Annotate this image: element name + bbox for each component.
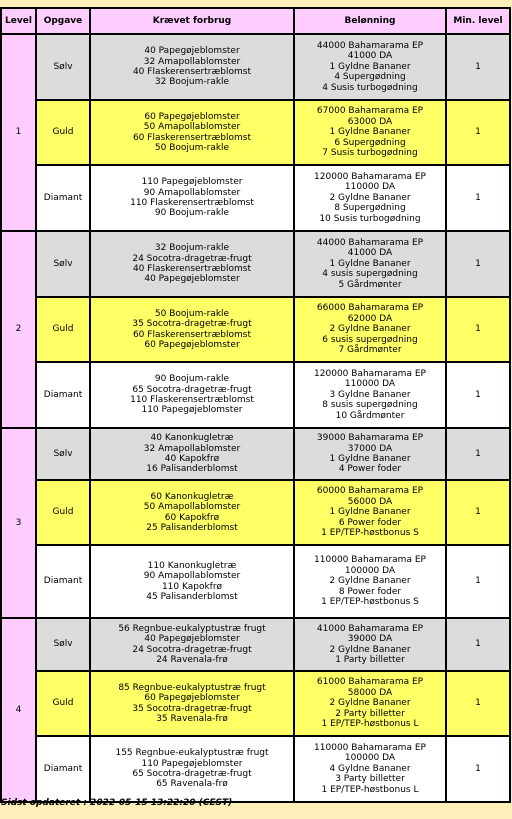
belonning-cell	[295, 232, 445, 296]
table-row	[2, 101, 509, 164]
reward-line: 110000 Bahamarama EP	[314, 555, 426, 566]
reward-line: 110000 DA	[344, 182, 396, 193]
reward-line: 6 susis supergødning	[322, 334, 418, 345]
requirement-line: 32 Amapollablomster	[143, 56, 241, 67]
min-level-cell: 1	[447, 166, 509, 230]
requirement-line: 24 Socotra-dragetræ-frugt	[132, 644, 252, 655]
table-row	[2, 166, 509, 230]
reward-line: 63000 DA	[347, 116, 393, 127]
kraevet-forbrug-cell	[91, 166, 293, 230]
opgave-cell: Guld	[37, 672, 89, 735]
reward-line: 8 Supergødning	[334, 203, 406, 214]
belonning-cell	[295, 298, 445, 361]
reward-line: 4 Susis turbogødning	[322, 82, 418, 93]
reward-line: 4 Power foder	[338, 464, 402, 475]
reward-line: 4 Gyldne Bananer	[329, 763, 411, 774]
level-cell: 4	[2, 619, 35, 801]
requirement-line: 85 Regnbue-eukalyptustræ frugt	[118, 682, 266, 693]
table-row	[2, 619, 509, 670]
requirement-line: 60 Papegøjeblomster	[144, 693, 240, 704]
table-row	[2, 363, 509, 427]
reward-line: 67000 Bahamarama EP	[316, 106, 424, 117]
opgave-cell: Guld	[37, 481, 89, 544]
opgave-cell: Guld	[37, 298, 89, 361]
reward-line: 3 Gyldne Bananer	[329, 389, 411, 400]
requirement-line: 90 Amapollablomster	[143, 187, 241, 198]
table-row	[2, 672, 509, 735]
requirement-line: 25 Palisanderblomst	[146, 522, 238, 533]
requirement-line: 90 Boojum-rakle	[154, 374, 230, 385]
belonning-cell	[295, 481, 445, 544]
reward-line: 41000 DA	[347, 248, 393, 259]
table-row	[2, 546, 509, 617]
requirement-line: 110 Flaskerensertræblomst	[130, 395, 254, 405]
table-row	[2, 737, 509, 801]
requirement-line: 45 Palisanderblomst	[146, 591, 238, 602]
requirement-line: 24 Socotra-dragetræ-frugt	[132, 253, 252, 264]
reward-line: 5 Gårdmønter	[338, 279, 402, 290]
reward-line: 2 Party billetter	[335, 708, 405, 719]
kraevet-forbrug-cell	[91, 619, 293, 670]
opgave-cell: Diamant	[37, 737, 89, 801]
header-level: Level	[2, 9, 35, 33]
kraevet-forbrug-cell	[91, 298, 293, 361]
requirement-line: 40 Papegøjeblomster	[144, 634, 240, 645]
reward-line: 2 Gyldne Bananer	[329, 698, 411, 709]
reward-line: 110000 DA	[344, 379, 396, 390]
table-body	[2, 35, 509, 801]
reward-line: 3 Party billetter	[335, 774, 405, 785]
requirement-line: 155 Regnbue-eukalyptustræ frugt	[115, 748, 269, 759]
requirement-line: 35 Socotra-dragetræ-frugt	[132, 319, 252, 330]
reward-line: 39000 Bahamarama EP	[316, 433, 424, 444]
reward-line: 7 Susis turbogødning	[322, 148, 418, 159]
reward-line: 39000 DA	[347, 634, 393, 645]
level-cell: 3	[2, 429, 35, 617]
kraevet-forbrug-cell	[91, 672, 293, 735]
reward-line: 1 EP/TEP-høstbonus L	[321, 784, 419, 795]
reward-line: 110000 Bahamarama EP	[314, 742, 426, 753]
reward-line: 1 Gyldne Bananer	[329, 507, 411, 518]
requirement-line: 60 Kanonkugletræ	[150, 491, 234, 502]
reward-line: 6 Power foder	[338, 517, 402, 528]
requirement-line: 50 Boojum-rakle	[154, 142, 230, 153]
requirement-line: 110 Kanonkugletræ	[147, 560, 237, 571]
kraevet-forbrug-cell	[91, 232, 293, 296]
requirement-line: 40 Kanonkugletræ	[150, 433, 234, 444]
table-row	[2, 481, 509, 544]
reward-line: 8 susis supergødning	[322, 400, 418, 411]
reward-line: 41000 DA	[347, 51, 393, 62]
requirement-line: 60 Flaskerensertræblomst	[132, 329, 252, 340]
min-level-cell: 1	[447, 232, 509, 296]
rewards-table	[0, 7, 511, 803]
belonning-cell	[295, 166, 445, 230]
opgave-cell: Guld	[37, 101, 89, 164]
requirement-line: 32 Boojum-rakle	[154, 77, 230, 88]
requirement-line: 90 Boojum-rakle	[154, 208, 230, 219]
reward-line: 58000 DA	[347, 687, 393, 698]
reward-line: 1 EP/TEP-høstbonus L	[321, 719, 419, 730]
requirement-line: 110 Papegøjeblomster	[141, 758, 243, 769]
level-cell: 1	[2, 35, 35, 230]
belonning-cell	[295, 672, 445, 735]
requirement-line: 65 Socotra-dragetræ-frugt	[132, 769, 252, 779]
reward-line: 2 Gyldne Bananer	[329, 192, 411, 203]
belonning-cell	[295, 363, 445, 427]
reward-line: 120000 Bahamarama EP	[314, 368, 426, 379]
requirement-line: 60 Kapokfrø	[164, 512, 220, 523]
table-row	[2, 298, 509, 361]
kraevet-forbrug-cell	[91, 429, 293, 479]
requirement-line: 40 Papegøjeblomster	[144, 274, 240, 285]
reward-line: 44000 Bahamarama EP	[316, 40, 424, 51]
requirement-line: 40 Flaskerensertræblomst	[132, 67, 252, 77]
requirement-line: 35 Ravenala-frø	[156, 713, 228, 724]
header-kraevet-forbrug: Krævet forbrug	[91, 9, 293, 33]
requirement-line: 60 Papegøjeblomster	[144, 111, 240, 122]
header-belonning: Belønning	[295, 9, 445, 33]
reward-line: 6 Supergødning	[334, 137, 406, 148]
requirement-line: 60 Flaskerensertræblomst	[132, 132, 252, 143]
reward-line: 8 Power foder	[338, 586, 402, 597]
reward-line: 120000 Bahamarama EP	[314, 171, 426, 182]
reward-line: 100000 DA	[344, 565, 396, 576]
reward-line: 41000 Bahamarama EP	[316, 623, 424, 634]
kraevet-forbrug-cell	[91, 363, 293, 427]
min-level-cell: 1	[447, 101, 509, 164]
reward-line: 10 Gårdmønter	[335, 410, 405, 421]
requirement-line: 16 Palisanderblomst	[146, 464, 238, 475]
table-row	[2, 232, 509, 296]
reward-line: 44000 Bahamarama EP	[316, 237, 424, 248]
reward-line: 1 Gyldne Bananer	[329, 258, 411, 269]
reward-line: 61000 Bahamarama EP	[316, 677, 424, 688]
reward-line: 1 Gyldne Bananer	[329, 127, 411, 138]
min-level-cell: 1	[447, 429, 509, 479]
reward-line: 4 susis supergødning	[322, 269, 418, 280]
requirement-line: 65 Ravenala-frø	[156, 779, 228, 790]
header-opgave: Opgave	[37, 9, 89, 33]
header-min-level: Min. level	[447, 9, 509, 33]
reward-line: 1 EP/TEP-høstbonus S	[321, 528, 419, 539]
reward-line: 7 Gårdmønter	[338, 345, 402, 356]
opgave-cell: Sølv	[37, 232, 89, 296]
kraevet-forbrug-cell	[91, 546, 293, 617]
min-level-cell: 1	[447, 546, 509, 617]
requirement-line: 65 Socotra-dragetræ-frugt	[132, 384, 252, 395]
reward-line: 100000 DA	[344, 753, 396, 764]
opgave-cell: Sølv	[37, 35, 89, 99]
opgave-cell: Sølv	[37, 619, 89, 670]
reward-line: 1 Gyldne Bananer	[329, 454, 411, 464]
table-row	[2, 429, 509, 479]
opgave-cell: Diamant	[37, 546, 89, 617]
belonning-cell	[295, 101, 445, 164]
reward-line: 2 Gyldne Bananer	[329, 324, 411, 335]
belonning-cell	[295, 619, 445, 670]
reward-line: 2 Gyldne Bananer	[329, 644, 411, 655]
min-level-cell: 1	[447, 298, 509, 361]
reward-line: 56000 DA	[347, 496, 393, 507]
requirement-line: 56 Regnbue-eukalyptustræ frugt	[118, 623, 266, 634]
belonning-cell	[295, 546, 445, 617]
min-level-cell: 1	[447, 35, 509, 99]
reward-line: 62000 DA	[347, 313, 393, 324]
reward-line: 2 Gyldne Bananer	[329, 576, 411, 587]
reward-line: 10 Susis turbogødning	[319, 213, 421, 224]
reward-line: 37000 DA	[347, 443, 393, 454]
requirement-line: 110 Papegøjeblomster	[141, 177, 243, 188]
level-cell: 2	[2, 232, 35, 427]
requirement-line: 40 Kapokfrø	[164, 454, 220, 464]
requirement-line: 50 Boojum-rakle	[154, 308, 230, 319]
belonning-cell	[295, 429, 445, 479]
reward-line: 60000 Bahamarama EP	[316, 486, 424, 497]
header-row	[2, 9, 509, 33]
reward-line: 4 Supergødning	[334, 72, 406, 83]
last-updated: Sidst opdateret : 2022-05-15 13:22:20 (CEST)	[1, 798, 233, 808]
min-level-cell: 1	[447, 672, 509, 735]
requirement-line: 40 Papegøjeblomster	[144, 46, 240, 57]
opgave-cell: Diamant	[37, 363, 89, 427]
opgave-cell: Sølv	[37, 429, 89, 479]
requirement-line: 40 Flaskerensertræblomst	[132, 264, 252, 274]
min-level-cell: 1	[447, 363, 509, 427]
requirement-line: 50 Amapollablomster	[143, 502, 241, 513]
requirement-line: 90 Amapollablomster	[143, 571, 241, 582]
requirement-line: 35 Socotra-dragetræ-frugt	[132, 703, 252, 714]
kraevet-forbrug-cell	[91, 737, 293, 801]
opgave-cell: Diamant	[37, 166, 89, 230]
reward-line: 1 Gyldne Bananer	[329, 61, 411, 72]
requirement-line: 110 Flaskerensertræblomst	[130, 198, 254, 208]
min-level-cell: 1	[447, 737, 509, 801]
requirement-line: 110 Kapokfrø	[161, 581, 223, 592]
belonning-cell	[295, 737, 445, 801]
requirement-line: 60 Papegøjeblomster	[144, 339, 240, 350]
requirement-line: 32 Boojum-rakle	[154, 243, 230, 254]
requirement-line: 24 Ravenala-frø	[156, 654, 228, 665]
kraevet-forbrug-cell	[91, 35, 293, 99]
belonning-cell	[295, 35, 445, 99]
min-level-cell: 1	[447, 619, 509, 670]
requirement-line: 110 Papegøjeblomster	[141, 405, 243, 416]
reward-line: 1 EP/TEP-høstbonus S	[321, 597, 419, 608]
kraevet-forbrug-cell	[91, 101, 293, 164]
requirement-line: 50 Amapollablomster	[143, 122, 241, 133]
min-level-cell: 1	[447, 481, 509, 544]
reward-line: 1 Party billetter	[335, 654, 405, 665]
table-row	[2, 35, 509, 99]
reward-line: 66000 Bahamarama EP	[316, 303, 424, 314]
requirement-line: 32 Amapollablomster	[143, 443, 241, 454]
kraevet-forbrug-cell	[91, 481, 293, 544]
